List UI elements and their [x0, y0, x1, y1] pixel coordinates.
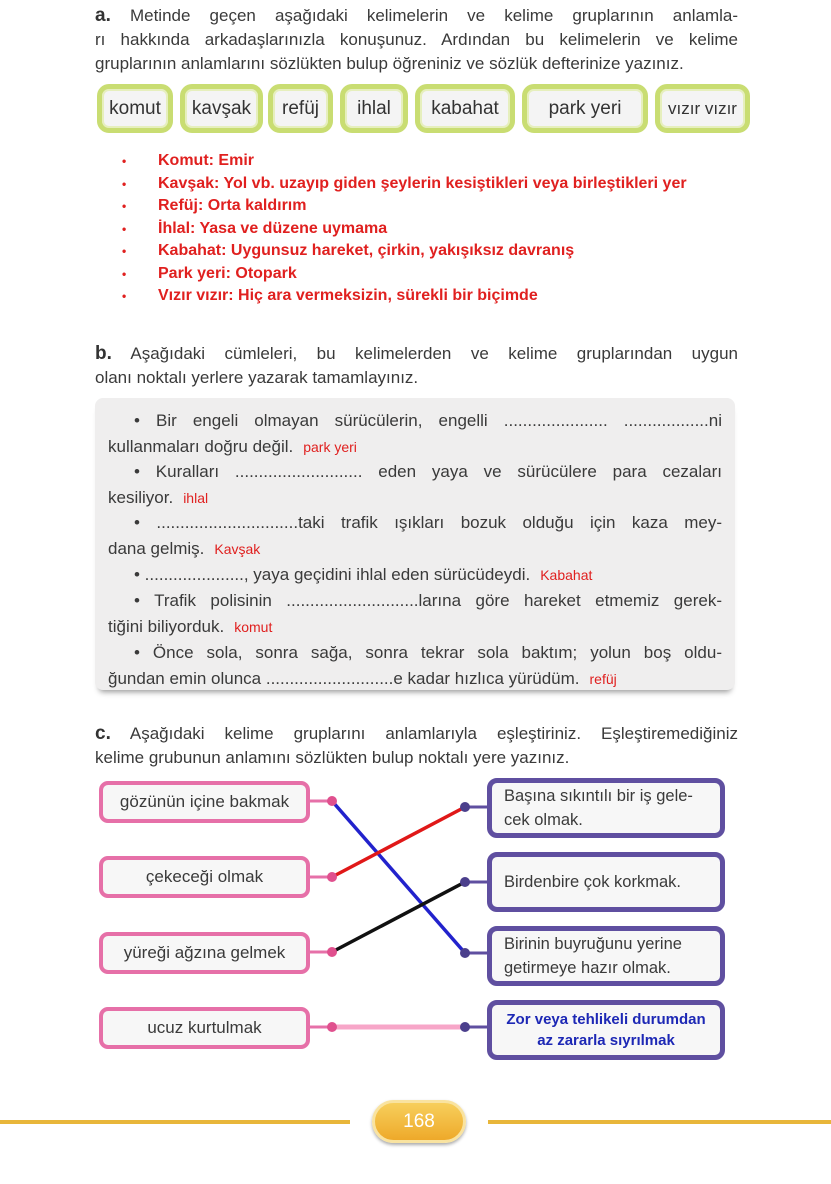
word-box-ihlal: ihlal	[340, 84, 408, 133]
sentence-1: • Bir engeli olmayan sürücülerin, engelli ...................... ..................ni kullanmaları doğru değil. park yeri	[108, 411, 722, 456]
sentence-3: • ..............................taki trafik ışıkları bozuk olduğu için kaza mey- dana gelmiş. Kavşak	[108, 513, 722, 558]
definition-item: • Kavşak: Yol vb. uzayıp giden şeylerin kesiştikleri veya birleştikleri yer	[122, 174, 687, 192]
match-line	[332, 882, 465, 952]
page-number: 168	[372, 1100, 466, 1143]
footer-rule-right	[488, 1120, 831, 1124]
right-connector-dot	[460, 948, 470, 958]
word-box-refuj: refüj	[268, 84, 333, 133]
left-connector-dot	[327, 872, 337, 882]
right-connector-dot	[460, 1022, 470, 1032]
idiom-box-3: yüreği ağzına gelmek	[99, 932, 310, 974]
definition-item: • İhlal: Yasa ve düzene uymama	[122, 219, 388, 237]
answer-kavsak: Kavşak	[214, 540, 261, 557]
answer-kabahat: Kabahat	[540, 567, 593, 583]
left-connector-dot	[327, 796, 337, 806]
answer-park-yeri: park yeri	[303, 438, 357, 455]
sentence-4: • ....................., yaya geçidini ihlal eden sürücüdeydi. Kabahat	[134, 565, 593, 584]
section-c-instructions: c. Aşağıdaki kelime gruplarını anlamlarıyla eşleştiriniz. Eşleştiremediğiniz kelime grubunun anlamını sözlükten bulup noktalı yere yazınız.	[95, 723, 738, 767]
definition-item: • Park yeri: Otopark	[122, 264, 297, 282]
footer-rule-left	[0, 1120, 350, 1124]
answer-refuj: refüj	[589, 670, 617, 687]
section-a-label: a.	[95, 5, 111, 26]
definition-item: • Vızır vızır: Hiç ara vermeksizin, sürekli bir biçimde	[122, 287, 538, 304]
right-connector-dot	[460, 802, 470, 812]
sentence-2: • Kuralları ........................... eden yaya ve sürücülere para cezaları kesiliyor. ihlal	[108, 462, 722, 507]
idiom-box-1: gözünün içine bakmak	[99, 781, 310, 823]
match-line	[332, 807, 465, 877]
left-connector-dot	[327, 1022, 337, 1032]
section-c-label: c.	[95, 723, 111, 744]
definition-item: • Refüj: Orta kaldırım	[122, 197, 307, 214]
word-box-komut: komut	[97, 84, 173, 133]
section-a-instructions: a. Metinde geçen aşağıdaki kelimelerin ve kelime gruplarının anlamla- rı hakkında arkadaşlarınızla konuşunuz. Ardından bu kelimelerin ve kelime gruplarının anlamlarını sözlükten bulup öğreniniz ve sözlük defterinize yazınız.	[95, 5, 738, 73]
meaning-box-3: Birinin buyruğunu yerine getirmeye hazır olmak.	[487, 926, 725, 986]
left-connector-dot	[327, 947, 337, 957]
definition-item: • Kabahat: Uygunsuz hareket, çirkin, yakışıksız davranış	[122, 242, 575, 259]
sentence-6: • Önce sola, sonra sağa, sonra tekrar sola baktım; yolun boş oldu- ğundan emin olunca ...........................e kadar hızlıca yürüdüm. refüj	[108, 643, 722, 688]
word-box-vizir-vizir: vızır vızır	[655, 84, 750, 133]
meaning-box-2: Birdenbire çok korkmak.	[487, 852, 725, 912]
word-box-kavsak: kavşak	[180, 84, 263, 133]
answer-ihlal: ihlal	[183, 489, 209, 506]
sentence-5: • Trafik polisinin ............................larına göre hareket etmemiz gerek- tiğini biliyorduk. komut	[108, 591, 722, 636]
right-connector-dot	[460, 877, 470, 887]
idiom-box-2: çekeceği olmak	[99, 856, 310, 898]
section-b-instructions: b. Aşağıdaki cümleleri, bu kelimelerden ve kelime gruplarından uygun olanı noktalı yerlere yazarak tamamlayınız.	[95, 343, 738, 387]
definition-item: • Komut: Emir	[122, 152, 254, 169]
word-box-park-yeri: park yeri	[522, 84, 648, 133]
meaning-box-4-answer: Zor veya tehlikeli durumdan az zararla sıyrılmak	[487, 1000, 725, 1060]
section-b-label: b.	[95, 343, 112, 364]
match-line	[332, 801, 465, 953]
idiom-box-4: ucuz kurtulmak	[99, 1007, 310, 1049]
word-box-kabahat: kabahat	[415, 84, 515, 133]
meaning-box-1: Başına sıkıntılı bir iş gele- cek olmak.	[487, 778, 725, 838]
answer-komut: komut	[234, 618, 273, 635]
